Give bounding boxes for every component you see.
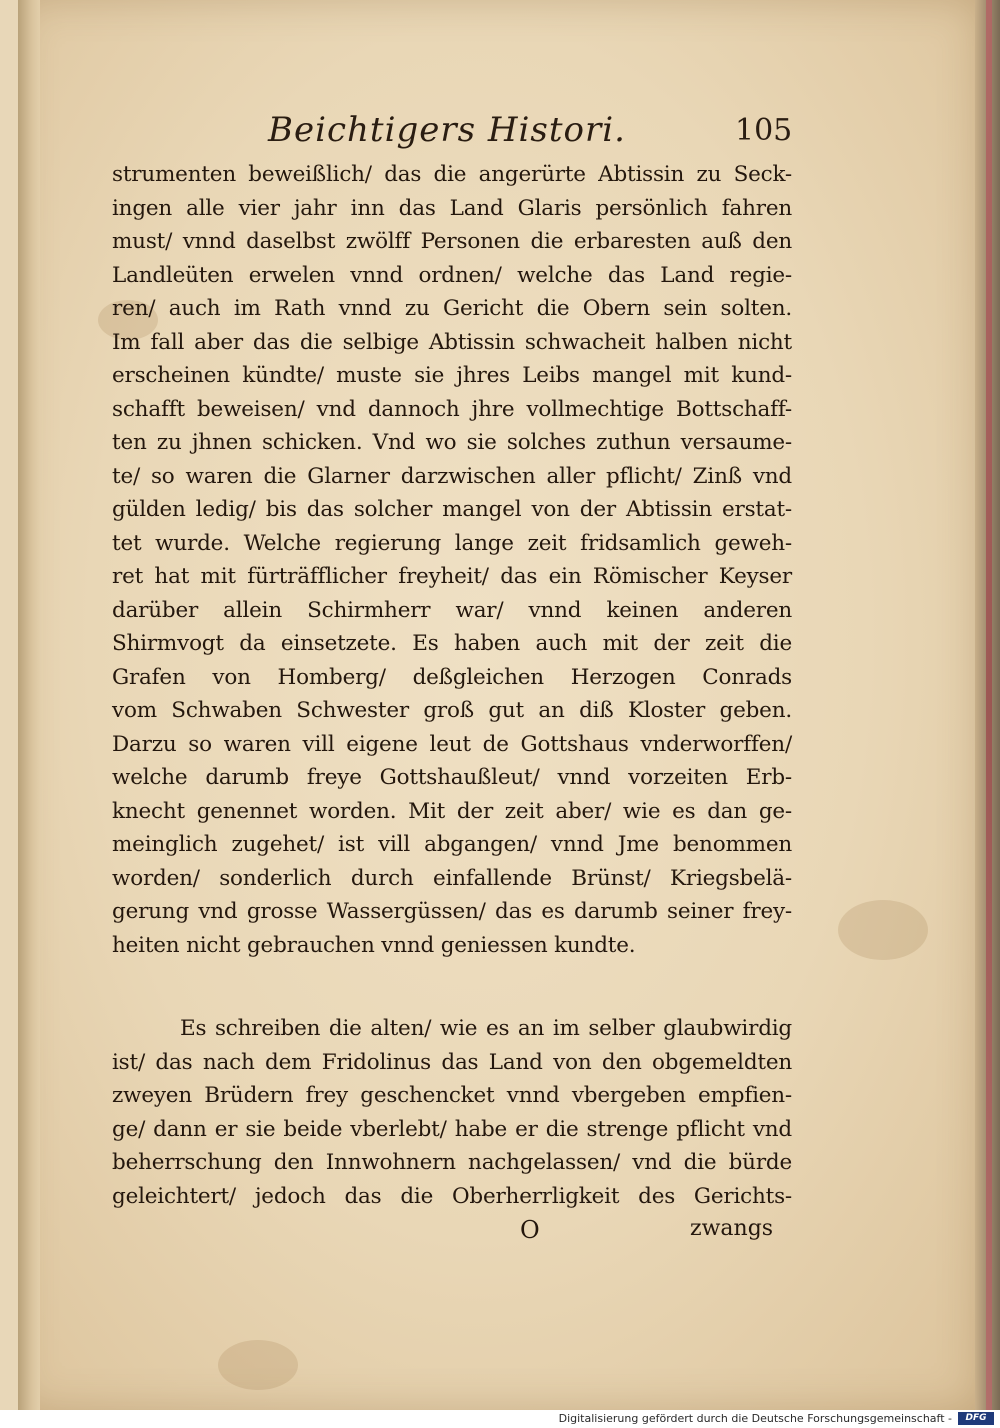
catchword: zwangs <box>690 1216 774 1241</box>
text-line: ren/ auch im Rath vnnd zu Gericht die Obern sein solten. <box>112 296 792 321</box>
text-line: te/ so waren die Glarner darzwischen aller pflicht/ Zinß vnd <box>112 463 792 489</box>
text-line: geleichtert/ jedoch das die Oberherrligkeit des Gerichts- <box>112 1183 792 1209</box>
text-line: schafft beweisen/ vnd dannoch jhre vollmechtige Bottschaff- <box>112 396 792 422</box>
text-line: ten zu jhnen schicken. Vnd wo sie solches zuthun versaume- <box>112 430 792 455</box>
text-line: beherrschung den Innwohnern nachgelassen/ vnd die bürde <box>112 1150 792 1175</box>
paper-stain <box>218 1340 298 1390</box>
text-line: darüber allein Schirmherr war/ vnnd keinen anderen <box>112 597 792 623</box>
text-line: zweyen Brüdern frey geschencket vnnd vbergeben empfien- <box>112 1083 792 1108</box>
text-line: Darzu so waren vill eigene leut de Gottshaus vnderworffen/ <box>112 731 792 757</box>
text-line: meinglich zugehet/ ist vill abgangen/ vnnd Jme benommen <box>112 832 792 857</box>
text-line: gerung vnd grosse Wassergüssen/ das es darumb seiner frey- <box>112 899 792 924</box>
page-left-edge <box>18 0 40 1410</box>
text-line: ret hat mit fürträfflicher freyheit/ das ein Römischer Keyser <box>112 564 792 589</box>
dfg-logo: DFG <box>958 1412 994 1425</box>
text-line: knecht genennet worden. Mit der zeit aber/ wie es dan ge- <box>112 798 792 824</box>
text-line: ge/ dann er sie beide vberlebt/ habe er die strenge pflicht vnd <box>112 1116 792 1142</box>
text-line: Es schreiben die alten/ wie es an im selber glaubwirdig <box>180 1016 792 1041</box>
text-line: tet wurde. Welche regierung lange zeit fridsamlich geweh- <box>112 530 792 556</box>
running-head: Beichtigers Histori. <box>268 110 626 150</box>
text-line: vom Schwaben Schwester groß gut an diß Kloster geben. <box>112 698 792 723</box>
text-line: erscheinen kündte/ muste sie jhres Leibs mangel mit kund- <box>112 363 792 388</box>
footer-credit: Digitalisierung gefördert durch die Deutsche Forschungsgemeinschaft - <box>558 1412 952 1425</box>
paragraph-2 <box>112 1012 792 1213</box>
text-line: strumenten beweißlich/ das die angerürte Abtissin zu Seck- <box>112 162 792 187</box>
red-page-edge <box>986 0 992 1410</box>
text-line: ingen alle vier jahr inn das Land Glaris persönlich fahren <box>112 195 792 221</box>
text-line: Landleüten erwelen vnnd ordnen/ welche das Land regie- <box>112 262 792 288</box>
signature-mark: O <box>520 1216 540 1244</box>
text-line: Grafen von Homberg/ deßgleichen Herzogen Conrads <box>112 664 792 690</box>
paragraph-1 <box>112 158 792 962</box>
text-line: Im fall aber das die selbige Abtissin schwacheit halben nicht <box>112 329 792 355</box>
text-line: must/ vnnd daselbst zwölff Personen die erbaresten auß den <box>112 229 792 254</box>
text-line: heiten nicht gebrauchen vnnd geniessen kundte. <box>112 932 636 958</box>
text-line: gülden ledig/ bis das solcher mangel von der Abtissin erstat- <box>112 497 792 522</box>
page-number: 105 <box>735 113 793 148</box>
text-line: welche darumb freye Gottshaußleut/ vnnd vorzeiten Erb- <box>112 765 792 790</box>
text-line: worden/ sonderlich durch einfallende Brünst/ Kriegsbelä- <box>112 865 792 891</box>
paper-stain <box>838 900 928 960</box>
text-line: ist/ das nach dem Fridolinus das Land von den obgemeldten <box>112 1049 792 1075</box>
text-line: Shirmvogt da einsetzete. Es haben auch mit der zeit die <box>112 631 792 656</box>
